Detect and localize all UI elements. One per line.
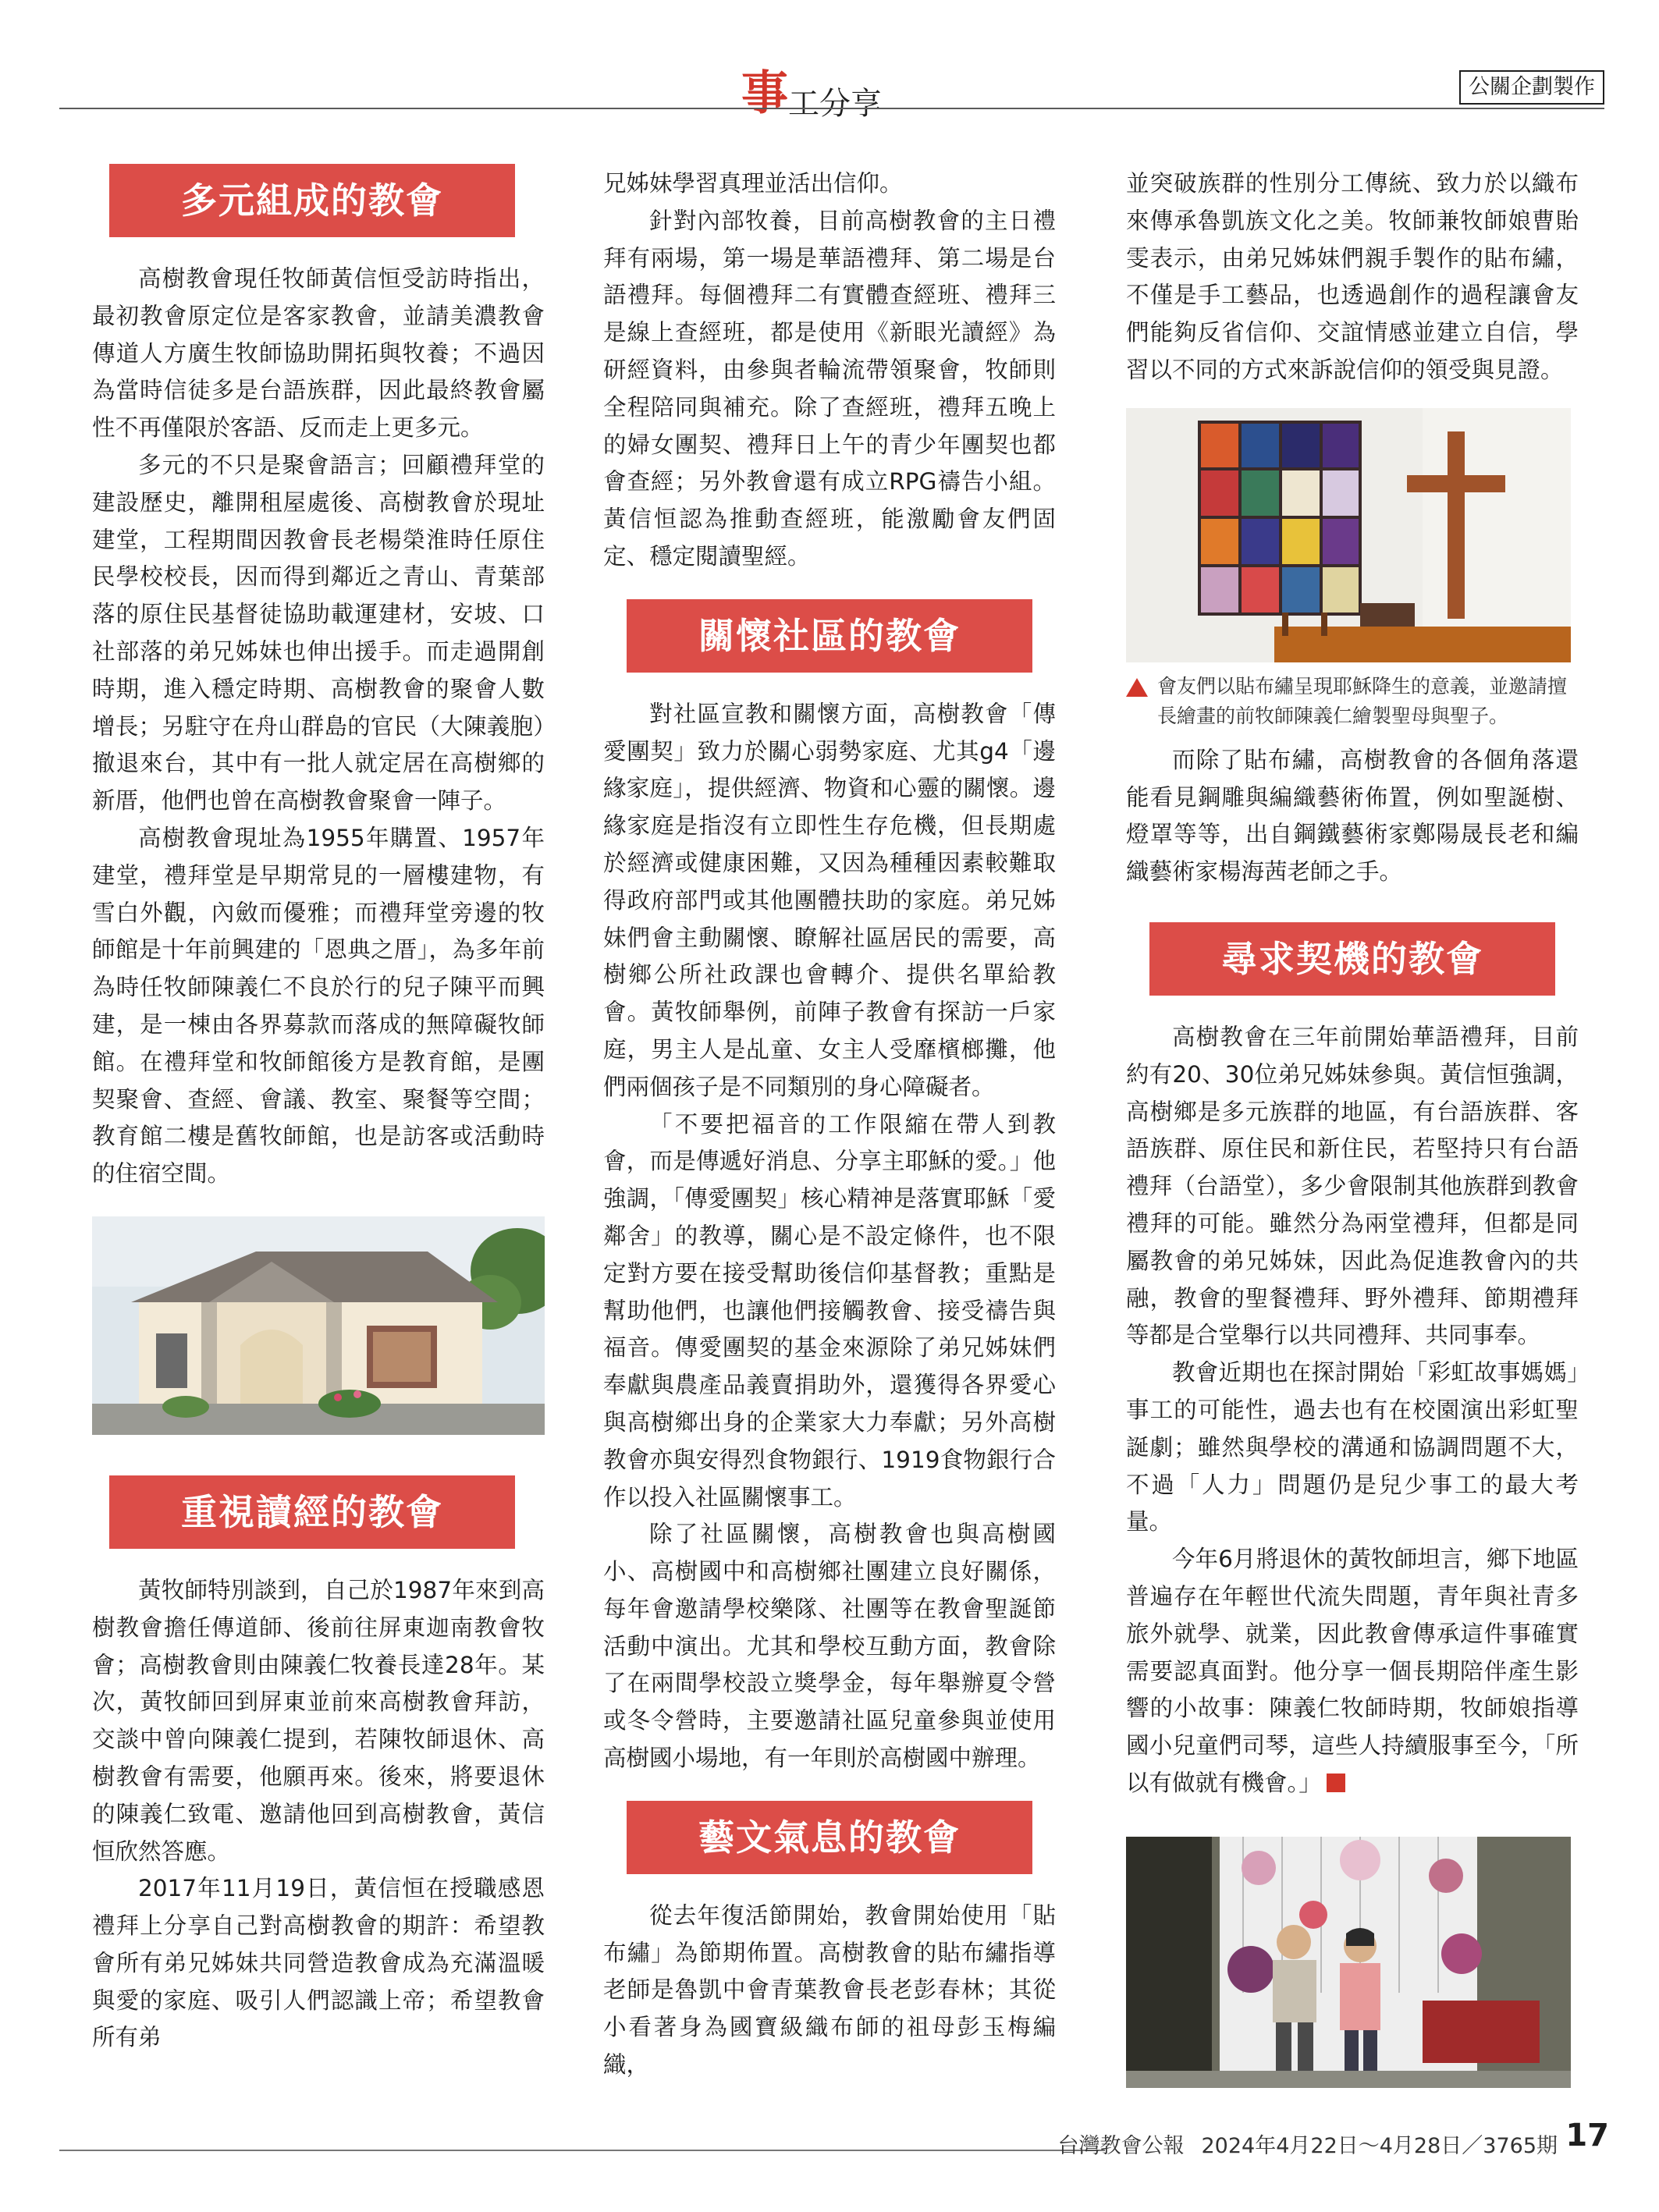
column-2	[603, 165, 1056, 2084]
header-rule	[59, 108, 1604, 109]
publication-name: 台灣教會公報	[1057, 2134, 1185, 2158]
quilt-cross-photo	[1126, 408, 1571, 662]
section-heading-big-char: 事	[741, 66, 788, 121]
paragraph: 從去年復活節開始，教會開始使用「貼布繡」為節期佈置。高樹教會的貼布繡指導老師是魯凱中會青葉教會長老彭春林；其從小看著身為國寶級織布師的祖母彭玉梅編織，	[603, 1901, 1056, 2079]
paragraph: 兄姊妹學習真理並活出信仰。	[603, 170, 903, 197]
column-3	[1126, 165, 1579, 1802]
section-heading-rest: 工分享	[788, 86, 882, 122]
subhead-arts-church: 藝文氣息的教會	[627, 1801, 1032, 1874]
church-building-photo	[92, 1216, 545, 1435]
paragraph: 「不要把福音的工作限縮在帶人到教會，而是傳遞好消息、分享主耶穌的愛。」他強調，「傳愛團契」核心精神是落實耶穌「愛鄰舍」的教導，關心是不設定條件，也不限定對方要在接受幫助後信仰基督教；重點是幫助他們，也讓他們接觸教會、接受禱告與福音。傳愛團契的基金來源除了弟兄姊妹們奉獻與農產品義賣捐助外，還獲得各界愛心與高樹鄉出身的企業家大力奉獻；另外高樹教會亦與安得烈食物銀行、1919食物銀行合作以投入社區關懷事工。	[603, 1110, 1056, 1511]
paragraph: 並突破族群的性別分工傳統、致力於以織布來傳承魯凱族文化之美。牧師兼牧師娘曹貽雯表示，由弟兄姊妹們親手製作的貼布繡，不僅是手工藝品，也透過創作的過程讓會友們能夠反省信仰、交誼情感並建立自信，學習以不同的方式來訴說信仰的領受與見證。	[1126, 170, 1579, 383]
paragraph: 對社區宣教和關懷方面，高樹教會「傳愛團契」致力於關心弱勢家庭、尤其g4「邊緣家庭」，提供經濟、物資和心靈的關懷。邊緣家庭是指沒有立即性生存危機，但長期處於經濟或健康困難，又因為種種因素較難取得政府部門或其他團體扶助的家庭。弟兄姊妹們會主動關懷、瞭解社區居民的需要，高樹鄉公所社政課也會轉介、提供名單給教會。黃牧師舉例，前陣子教會有探訪一戶家庭，男主人是乩童、女主人受靡檳榔攤，他們兩個孩子是不同類別的身心障礙者。	[603, 700, 1056, 1100]
subhead-seeking-opportunity-church: 尋求契機的教會	[1149, 922, 1555, 996]
subhead-bible-reading-church: 重視讀經的教會	[109, 1475, 515, 1549]
paragraph: 除了社區關懷，高樹教會也與高樹國小、高樹國中和高樹鄉社團建立良好關係，每年會邀請學校樂隊、社團等在教會聖誕節活動中演出。尤其和學校互動方面，教會除了在兩間學校設立獎學金，每年舉辦夏令營或冬令營時，主要邀請社區兒童參與並使用高樹國小場地，有一年則於高樹國中辦理。	[603, 1521, 1056, 1772]
paragraph: 黃牧師特別談到，自己於1987年來到高樹教會擔任傳道師、後前往屏東迦南教會牧會；高樹教會則由陳義仁牧養長達28年。某次，黃牧師回到屏東並前來高樹教會拜訪，交談中曾向陳義仁提到，若陳牧師退休、高樹教會有需要，他願再來。後來，將要退休的陳義仁致電、邀請他回到高樹教會，黃信恒欣然答應。	[92, 1576, 545, 1865]
paragraph: 高樹教會在三年前開始華語禮拜，目前約有20、30位弟兄姊妹參與。黃信恒強調，高樹鄉是多元族群的地區，有台語族群、客語族群、原住民和新住民，若堅持只有台語禮拜（台語堂），多少會限制其他族群到教會禮拜的可能。雖然分為兩堂禮拜，但都是同屬教會的弟兄姊妹，因此為促進教會內的共融，教會的聖餐禮拜、野外禮拜、節期禮拜等都是合堂舉行以共同禮拜、共同事奉。	[1126, 1023, 1579, 1349]
subhead-diverse-church: 多元組成的教會	[109, 164, 515, 237]
paragraph: 2017年11月19日，黃信恒在授職感恩禮拜上分享自己對高樹教會的期許：希望教會所有弟兄姊妹共同營造教會成為充滿溫暖與愛的家庭、吸引人們認識上帝；希望教會所有弟	[92, 1875, 545, 2051]
paragraph: 針對內部牧養，目前高樹教會的主日禮拜有兩場，第一場是華語禮拜、第二場是台語禮拜。每個禮拜二有實體查經班、禮拜三是線上查經班，都是使用《新眼光讀經》為研經資料，由參與者輪流帶領聚會，牧師則全程陪同與補充。除了查經班，禮拜五晚上的婦女團契、禮拜日上午的青少年團契也都會查經；另外教會還有成立RPG禱告小組。黃信恒認為推動查經班，能激勵會友們固定、穩定閱讀聖經。	[603, 207, 1056, 570]
issue-date: 2024年4月22日～4月28日／3765期	[1201, 2134, 1558, 2158]
paragraph-text: 今年6月將退休的黃牧師坦言，鄉下地區普遍存在年輕世代流失問題，青年與社青多旅外就學、就業，因此教會傳承這件事確實需要認真面對。他分享一個長期陪伴產生影響的小故事：陳義仁牧師時期，牧師娘指導國小兒童們司琴，這些人持續服事至今，「所以有做就有機會。」	[1126, 1546, 1579, 1796]
caption-text: 會友們以貼布繡呈現耶穌降生的意義，並邀請擅長繪畫的前牧師陳義仁繪製聖母與聖子。	[1157, 674, 1568, 727]
paragraph	[1126, 1541, 1579, 1802]
photo-caption	[1126, 672, 1579, 731]
paragraph: 多元的不只是聚會語言；回顧禮拜堂的建設歷史，離開租屋處後、高樹教會於現址建堂，工程期間因教會長老楊榮淮時任原住民學校校長，因而得到鄰近之青山、青葉部落的原住民基督徒協助載運建材，安坡、口社部落的弟兄姊妹也伸出援手。而走過開創時期，進入穩定時期、高樹教會的聚會人數增長；另駐守在舟山群島的官民（大陳義胞）撤退來台，其中有一批人就定居在高樹鄉的新厝，他們也曾在高樹教會聚會一陣子。	[92, 451, 545, 815]
sponsor-tag: 公關企劃製作	[1459, 70, 1604, 105]
pastor-couple-photo	[1126, 1837, 1571, 2088]
footer-rule	[59, 2150, 1105, 2151]
footer-info	[1058, 2129, 1558, 2159]
page-number: 17	[1565, 2118, 1609, 2153]
section-heading	[741, 56, 882, 122]
paragraph: 高樹教會現任牧師黃信恒受訪時指出，最初教會原定位是客家教會，並請美濃教會傳道人方廣生牧師協助開拓與牧養；不過因為當時信徒多是台語族群，因此最終教會屬性不再僅限於客語、反而走上更多元。	[92, 265, 545, 442]
paragraph: 而除了貼布繡，高樹教會的各個角落還能看見鋼雕與編織藝術佈置，例如聖誕樹、燈罩等等，出自鋼鐵藝術家鄭陽晟長老和編織藝術家楊海茜老師之手。	[1126, 746, 1579, 886]
end-mark-icon	[1327, 1774, 1345, 1792]
paragraph: 高樹教會現址為1955年購置、1957年建堂，禮拜堂是早期常見的一層樓建物，有雪白外觀，內斂而優雅；而禮拜堂旁邊的牧師館是十年前興建的「恩典之厝」，為多年前為時任牧師陳義仁不良於行的兒子陳平而興建，是一棟由各界募款而落成的無障礙牧師館。在禮拜堂和牧師館後方是教育館，是團契聚會、查經、會議、教室、聚餐等空間；教育館二樓是舊牧師館，也是訪客或活動時的住宿空間。	[92, 824, 545, 1188]
caption-marker-icon	[1126, 678, 1148, 697]
paragraph: 教會近期也在探討開始「彩虹故事媽媽」事工的可能性，過去也有在校園演出彩虹聖誕劇；雖然與學校的溝通和協調問題不大，不過「人力」問題仍是兒少事工的最大考量。	[1126, 1359, 1579, 1536]
subhead-community-care-church: 關懷社區的教會	[627, 599, 1032, 673]
column-1	[92, 164, 545, 2057]
